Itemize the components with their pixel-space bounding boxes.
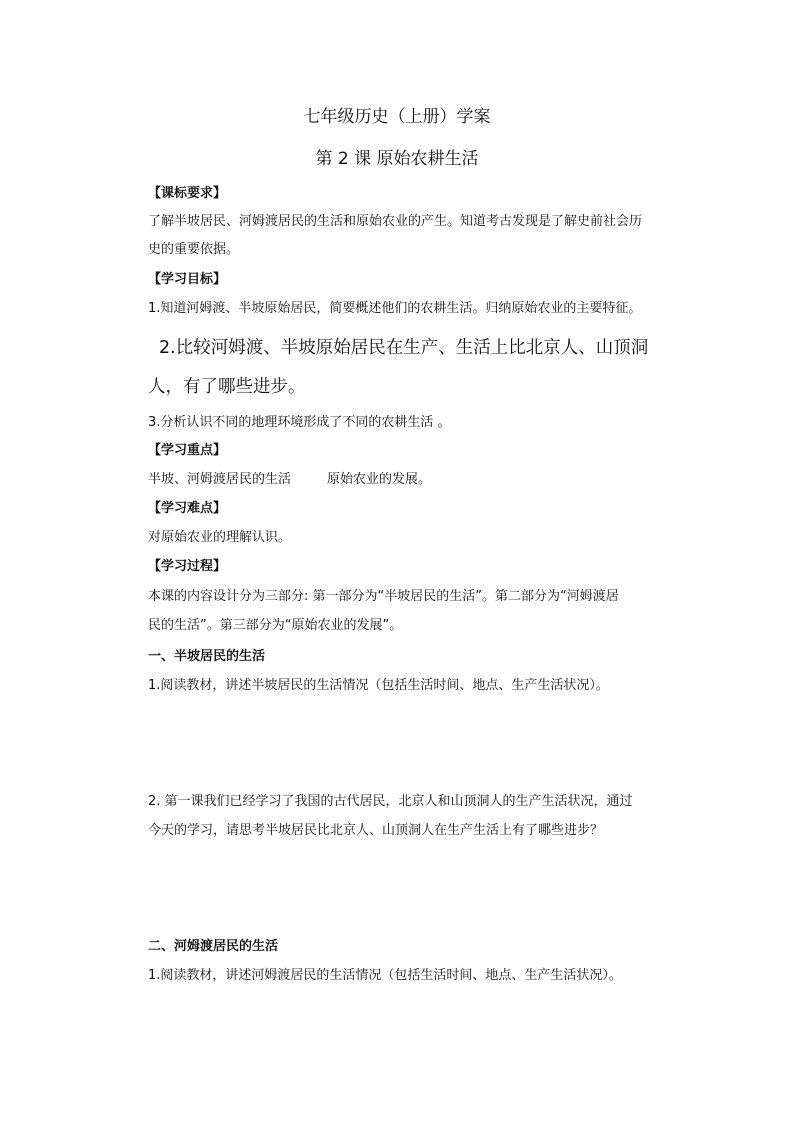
lesson-subtitle: 第 2 课 原始农耕生活: [315, 149, 479, 169]
heading-guocheng: 【学习过程】: [148, 559, 227, 574]
mubiao-item-3: 3.分析认识不同的地理环境形成了不同的农耕生活 。: [148, 415, 451, 430]
heading-mubiao: 【学习目标】: [148, 272, 227, 287]
kebiao-text-line1: 了解半坡居民、河姆渡居民的生活和原始农业的产生。知道考古发现是了解史前社会历: [148, 214, 643, 229]
kebiao-text-line2: 史的重要依据。: [148, 242, 240, 257]
section-1-question-1: 1.阅读教材，讲述半坡居民的生活情况（包括生活时间、地点、生产生活状况）。: [148, 678, 609, 693]
section-2-question-1: 1.阅读教材，讲述河姆渡居民的生活情况（包括生活时间、地点、生产生活状况）。: [148, 968, 622, 983]
mubiao-item-1: 1.知道河姆渡、半坡原始居民，简要概述他们的农耕生活。归纳原始农业的主要特征。: [148, 301, 642, 316]
document-title: 七年级历史（上册）学案: [303, 107, 491, 127]
heading-nandian: 【学习难点】: [148, 501, 227, 516]
section-1-heading: 一、半坡居民的生活: [148, 649, 266, 664]
heading-zhongdian: 【学习重点】: [148, 443, 227, 458]
zhongdian-text: [148, 471, 431, 489]
zhongdian-part-1: 半坡、河姆渡居民的生活: [148, 472, 292, 487]
nandian-text: 对原始农业的理解认识。: [148, 530, 292, 545]
heading-kebiao: 【课标要求】: [148, 186, 227, 201]
section-1-question-2-line2: 今天的学习，请思考半坡居民比北京人、山顶洞人在生产生活上有了哪些进步？: [148, 823, 604, 838]
mubiao-item-2-line1: 2.比较河姆渡、半坡原始居民在生产、生活上比北京人、山顶洞: [159, 338, 649, 358]
mubiao-item-2-line2: 人，有了哪些进步。: [148, 377, 306, 397]
guocheng-text-line2: 民的生活”。第三部分为“原始农业的发展”。: [148, 618, 403, 633]
section-1-question-2-line1: 2. 第一课我们已经学习了我国的古代居民，北京人和山顶洞人的生产生活状况，通过: [148, 794, 633, 809]
section-2-heading: 二、河姆渡居民的生活: [148, 939, 279, 954]
guocheng-text-line1: 本课的内容设计分为三部分: 第一部分为“半坡居民的生活”。第二部分为“河姆渡居: [148, 589, 619, 604]
zhongdian-part-2: 原始农业的发展。: [327, 472, 432, 487]
